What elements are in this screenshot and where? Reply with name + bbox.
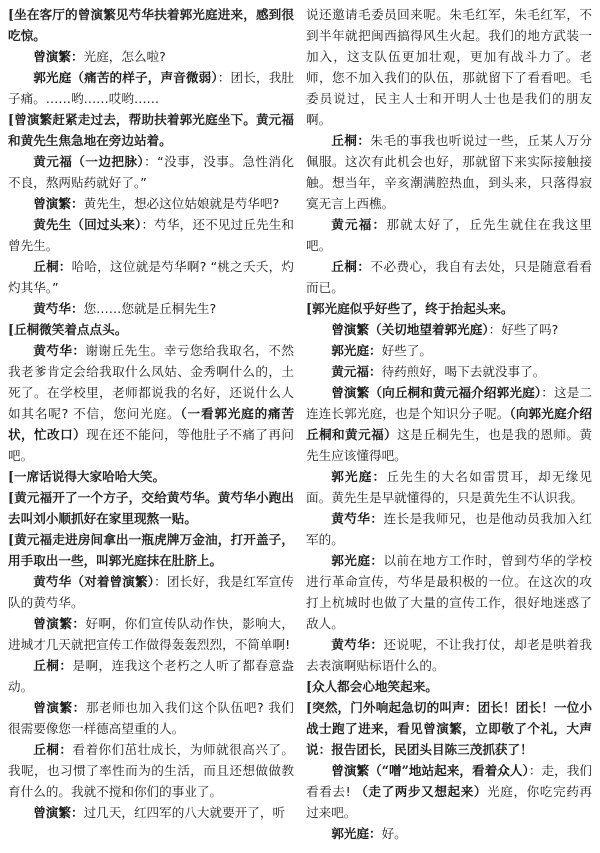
stage-direction: [曾演繁赶紧走过去，帮助扶着郭光庭坐下。黄元福和黄先生焦急地在旁边站着。 — [8, 112, 294, 148]
dialogue-text: 朱毛的事我也听说过一些，丘某人万分佩服。这次有此机会也好，那就留下来实际接触接触。想当年，辛亥潮满腔热血，到头来，只落得寂寞无言上西樵。 — [306, 133, 592, 211]
speaker-name: 黄元福： — [331, 364, 382, 379]
speaker-name: 曾演繁： — [33, 805, 84, 820]
right-column — [306, 4, 592, 853]
dialogue-line — [8, 340, 294, 466]
dialogue-line — [8, 256, 294, 298]
dialogue-line — [306, 760, 592, 823]
inline-stage-direction: （关切地望着郭光庭） — [368, 322, 489, 337]
speaker-name: 丘桐： — [331, 259, 371, 274]
dialogue-line — [306, 340, 592, 361]
speaker-name: 曾演繁： — [33, 49, 84, 64]
dialogue-text: 现在还不能问，等他肚子不痛了再问吧。 — [8, 427, 294, 463]
stage-direction: [黄元福走进房间拿出一瓶虎牌万金油，打开盖子，用手取出一些，叫郭光庭抹在肚脐上。 — [8, 532, 294, 568]
speaker-name: 丘桐： — [33, 658, 73, 673]
dialogue-line — [8, 697, 294, 739]
inline-stage-direction: （痛苦的样子，声音微弱） — [71, 70, 218, 85]
dialogue-line — [306, 361, 592, 382]
dialogue-line — [306, 130, 592, 214]
dialogue-text: 待药煎好，喝下去就没事了。 — [381, 364, 546, 379]
stage-direction: [坐在客厅的曾演繁见芍华扶着郭光庭进来，感到很吃惊。 — [8, 7, 294, 43]
dialogue-line — [306, 382, 592, 466]
speaker-name: 黄元福 — [33, 154, 73, 169]
dialogue-line — [306, 634, 592, 676]
dialogue-line — [306, 319, 592, 340]
inline-stage-direction: （向郭光庭介绍丘桐和黄元福） — [306, 406, 592, 442]
stage-direction: [丘桐微笑着点点头。 — [8, 322, 128, 337]
dialogue-text: 连长是我师兄，也是他动员我加入红军的。 — [306, 511, 592, 547]
dialogue-text: 谢谢丘先生。幸亏您给我取名，不然我老爹肯定会给我取什么凤姑、金秀啊什么的，土死了。在学校里，老师都说我的名好，还说什么人如其名呢? 不信，您问光庭。 — [8, 343, 294, 421]
inline-stage-direction: （向丘桐和黄元福介绍郭光庭） — [369, 385, 542, 400]
dialogue-text: ：这是二连连长郭光庭，也是个知识分子呢。 — [306, 385, 592, 421]
dialogue-text: 光庭，怎么啦? — [83, 49, 166, 64]
dialogue-text: 那老师也加入我们这个队伍吧? 我们很需要像您一样德高望重的人。 — [8, 700, 294, 736]
speaker-name: 丘桐： — [33, 742, 73, 757]
speaker-name: 黄芍华： — [33, 343, 86, 358]
left-column — [8, 4, 294, 853]
speaker-name: 曾演繁 — [331, 322, 369, 337]
dialogue-text: 那就太好了，丘先生就住在我这里吧。 — [306, 217, 592, 253]
speaker-name: 郭光庭： — [331, 343, 382, 358]
dialogue-text: 还说呢，不让我打仗，却老是哄着我去表演啊贴标语什么的。 — [306, 637, 592, 673]
dialogue-line — [306, 823, 592, 844]
speaker-name: 曾演繁 — [331, 763, 370, 778]
dialogue-line — [8, 655, 294, 697]
stage-direction: [突然，门外响起急切的叫声：团长！团长！一位小战士跑了进来，看见曾演繁，立即敬了个礼，大声说：报告团长，民团头目陈三茂抓获了！ — [306, 700, 592, 757]
dialogue-line — [8, 46, 294, 67]
dialogue-line — [8, 802, 294, 823]
speaker-name: 郭光庭： — [331, 469, 387, 484]
inline-stage-direction: （“噌”地站起来，看着众人） — [369, 763, 529, 778]
speaker-name: 曾演繁 — [331, 385, 370, 400]
speaker-name: 郭光庭： — [331, 826, 382, 841]
speaker-name: 黄芍华： — [33, 301, 84, 316]
dialogue-line — [306, 214, 592, 256]
speaker-name: 丘桐： — [331, 133, 371, 148]
stage-direction: [黄元福开了一个方子，交给黄芍华。黄芍华小跑出去叫刘小顺抓好在家里现熬一贴。 — [8, 490, 294, 526]
dialogue-text: 是啊，连我这个老朽之人听了都春意盎动。 — [8, 658, 294, 694]
dialogue-text: ：芍华，还不见过丘先生和曾先生。 — [8, 217, 294, 253]
inline-stage-direction: （走了两步又想起来） — [355, 784, 488, 799]
dialogue-text: 光庭，你吃完药再过来吧。 — [306, 784, 592, 820]
dialogue-line — [8, 151, 294, 193]
speaker-name: 郭光庭 — [33, 70, 72, 85]
dialogue-text: 过几天，红四军的八大就要开了，听 — [83, 805, 286, 820]
inline-stage-direction: （一边把脉） — [72, 154, 145, 169]
speaker-name: 黄芍华： — [331, 637, 384, 652]
speaker-name: 黄芍华 — [33, 574, 72, 589]
dialogue-line — [306, 550, 592, 634]
speaker-name: 郭光庭： — [331, 553, 384, 568]
dialogue-line — [306, 508, 592, 550]
dialogue-line — [8, 613, 294, 655]
speaker-name: 黄芍华： — [331, 511, 384, 526]
dialogue-line — [8, 67, 294, 109]
speaker-name: 曾演繁： — [33, 196, 84, 211]
dialogue-text: 丘先生的大名如雷贯耳，却无缘见面。黄先生是早就懂得的，只是黄先生不认识我。 — [306, 469, 592, 505]
dialogue-text: 黄先生，想必这位姑娘就是芍华吧? — [83, 196, 280, 211]
dialogue-line — [306, 466, 592, 508]
dialogue-line — [8, 214, 294, 256]
inline-stage-direction: （回过头来） — [71, 217, 142, 232]
dialogue-text: ：走，我们看看去! — [306, 763, 592, 799]
dialogue-line — [306, 256, 592, 298]
inline-stage-direction: （一看郭光庭的痛苦状，忙改口） — [8, 406, 294, 442]
dialogue-text: ：团长好，我是红军宣传队的黄芍华。 — [8, 574, 294, 610]
dialogue-text: 好些了。 — [381, 343, 432, 358]
dialogue-line — [8, 739, 294, 802]
speaker-name: 曾演繁： — [33, 616, 86, 631]
dialogue-text: ：团长，我肚子痛。……哟……哎哟…… — [8, 70, 294, 106]
stage-direction: [一席话说得大家哈哈大笑。 — [8, 469, 166, 484]
speaker-name: 曾演繁： — [33, 700, 86, 715]
dialogue-text: 不必费心，我自有去处，只是随意看看而已。 — [306, 259, 592, 295]
dialogue-text: ：好些了吗? — [488, 322, 559, 337]
dialogue-line — [8, 571, 294, 613]
dialogue-text: 哈哈，这位就是芍华啊? “桃之夭夭，灼灼其华。” — [8, 259, 294, 295]
dialogue-continuation: 说还邀请毛委员回来呢。朱毛红军，朱毛红军，不到半年就把闽西搞得风生火起。我们的地方武装一加入，这支队伍更加壮观，更加有战斗力了。老师，您不加入我们的队伍，那就留下了看看吧。毛委员说过，民主人士和开明人士也是我们的朋友啊。 — [306, 7, 592, 127]
dialogue-text: 好啊，你们宣传队动作快，影响大，进城才几天就把宣传工作做得轰轰烈烈，不简单啊! — [8, 616, 294, 652]
dialogue-text: 这是丘桐先生，也是我的恩师。黄先生应该懂得吧。 — [306, 427, 592, 463]
dialogue-text: 看着你们茁壮成长，为师就很高兴了。我呢，也习惯了率性而为的生活，而且还想做做教育什么的。我就不搅和你们的事业了。 — [8, 742, 294, 799]
dialogue-text: 您……您就是丘桐先生? — [83, 301, 217, 316]
dialogue-text: ：“没事，没事。急性消化不良，熬两贴药就好了。” — [8, 154, 294, 190]
dialogue-line — [8, 298, 294, 319]
inline-stage-direction: （对着曾演繁） — [71, 574, 155, 589]
dialogue-text: 以前在地方工作时，曾到芍华的学校进行革命宣传，芍华是最积极的一位。在这次的攻打上杭城时也做了大量的宣传工作，很好地迷惑了敌人。 — [306, 553, 592, 631]
dialogue-line — [8, 193, 294, 214]
dialogue-text: 好。 — [381, 826, 407, 841]
stage-direction: [郭光庭似乎好些了，终于抬起头来。 — [306, 301, 514, 316]
speaker-name: 黄元福： — [331, 217, 387, 232]
stage-direction: [众人都会心地笑起来。 — [306, 679, 438, 694]
speaker-name: 黄先生 — [33, 217, 72, 232]
speaker-name: 丘桐： — [33, 259, 72, 274]
